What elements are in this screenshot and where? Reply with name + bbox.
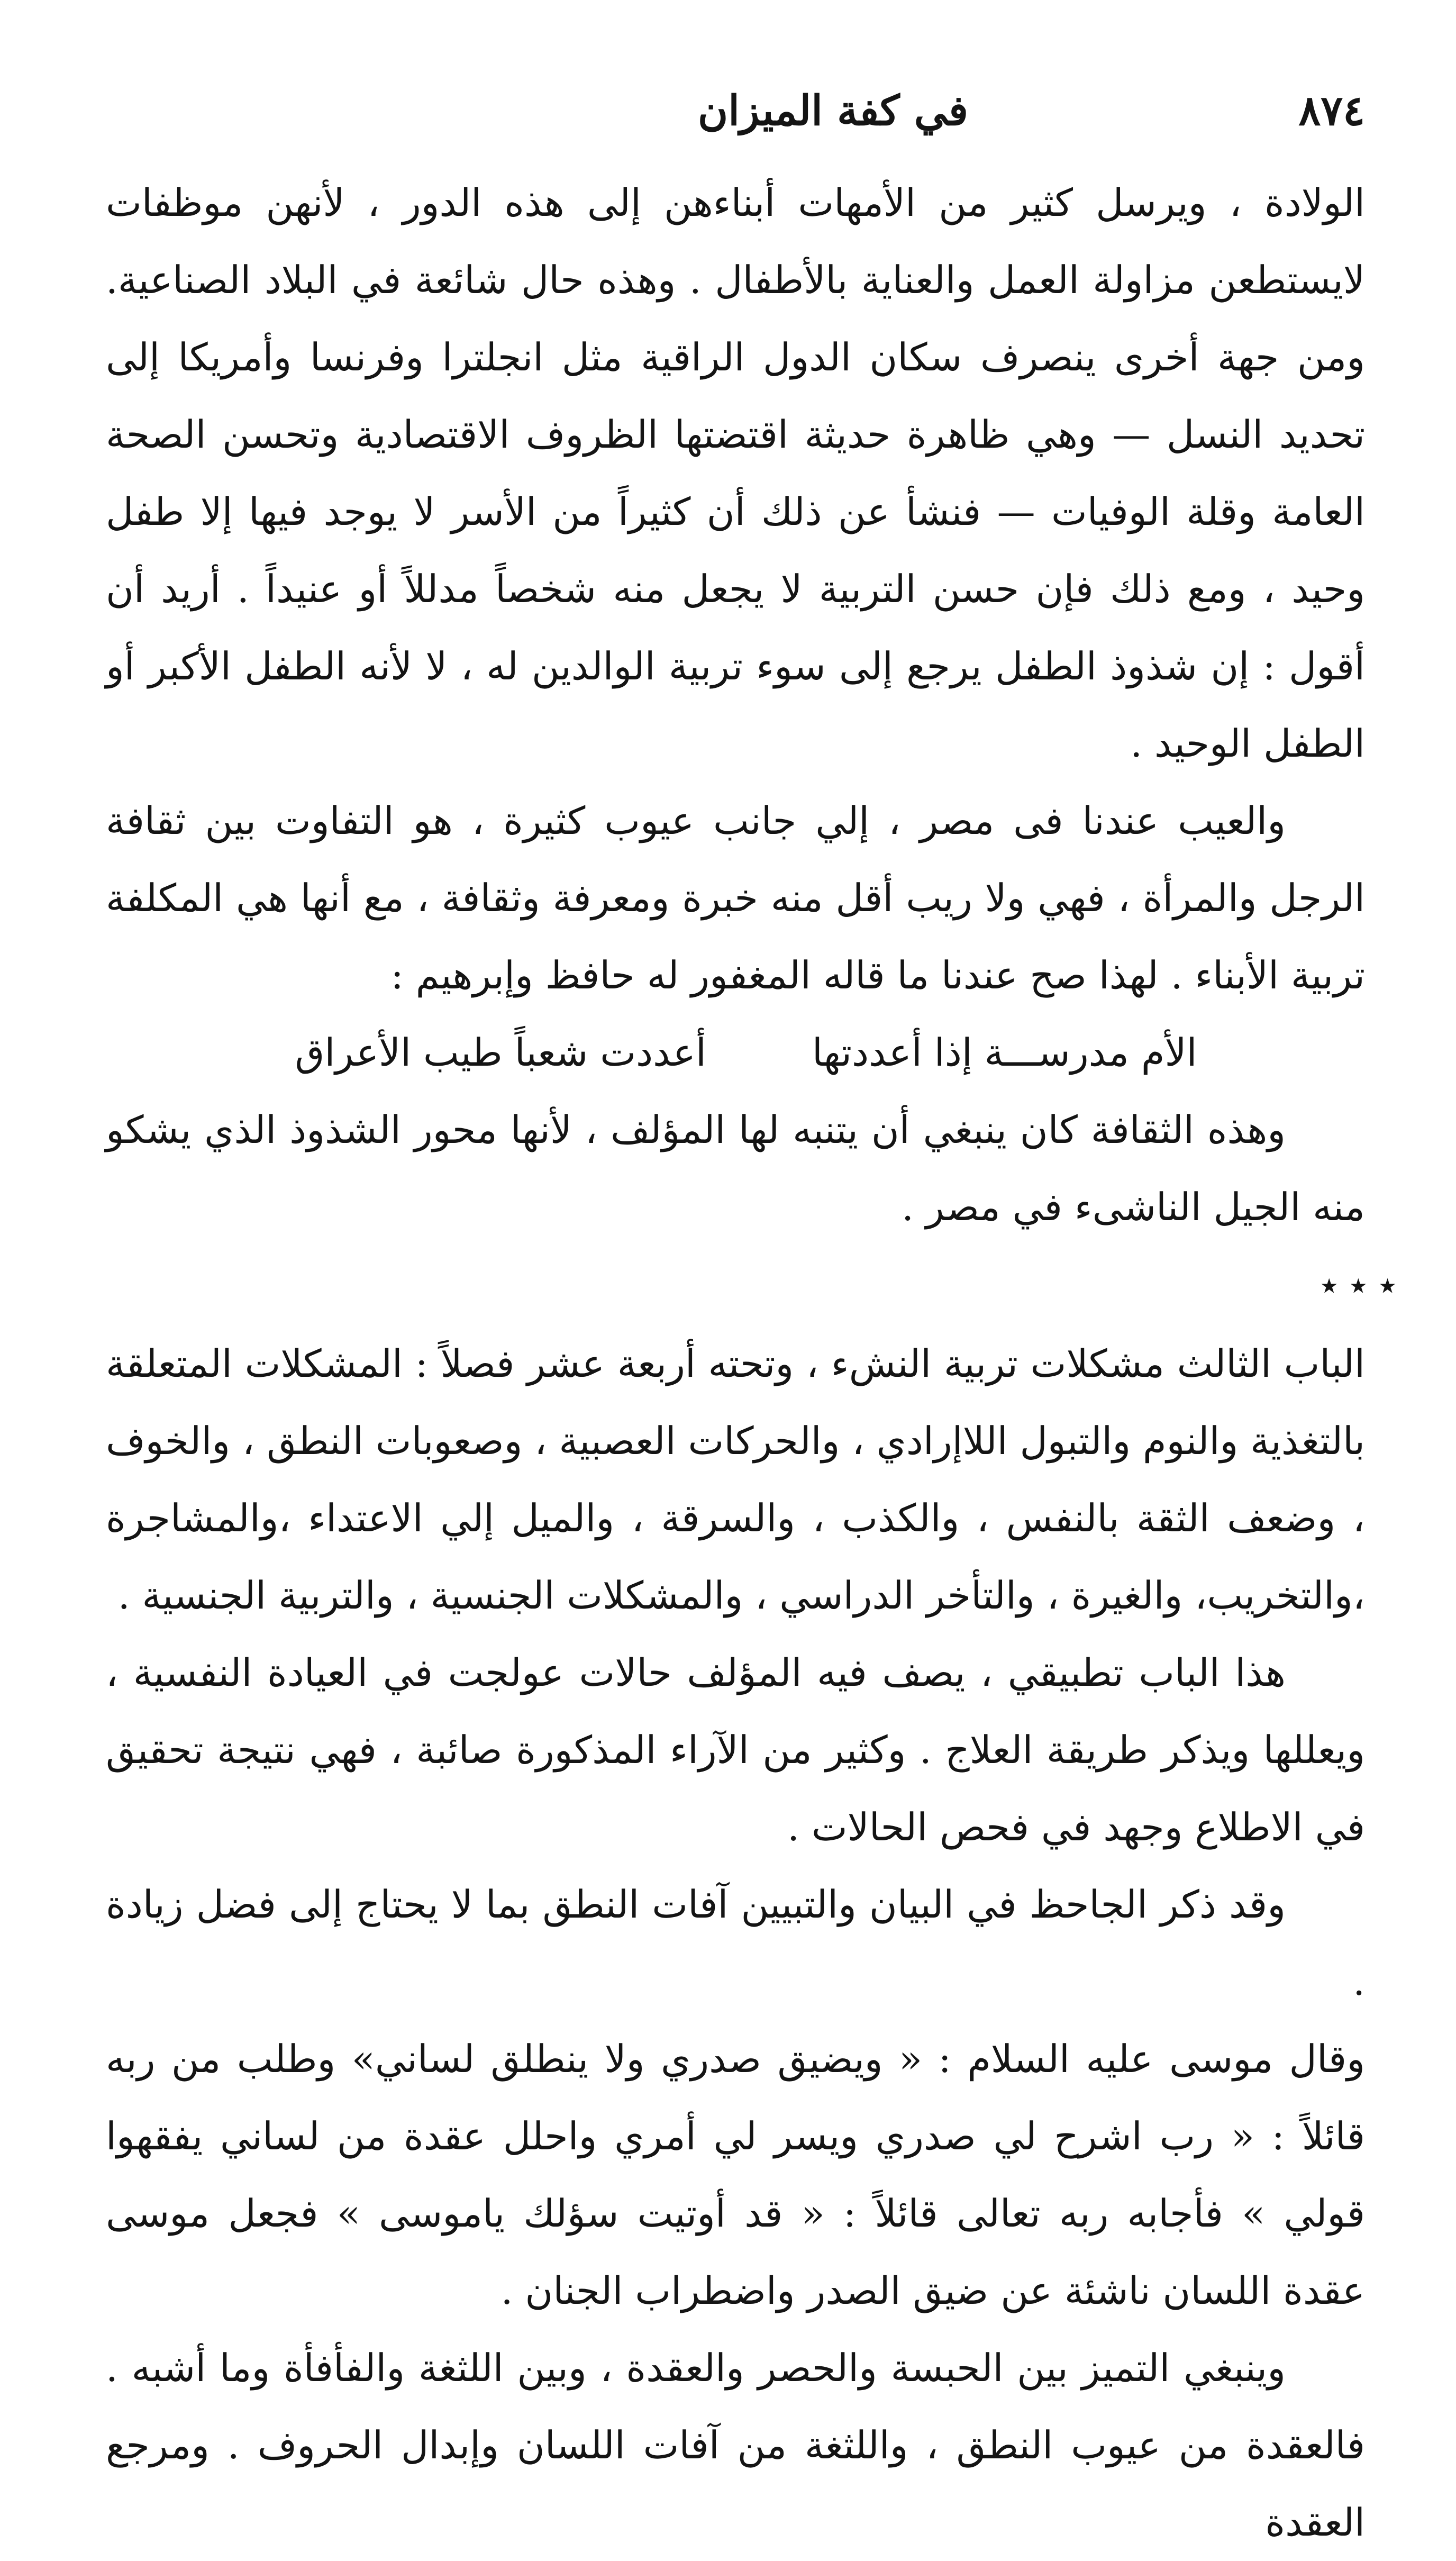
poem-hemistich-first: الأم مدرســـة إذا أعددتها: [812, 1030, 1197, 1075]
paragraph-8: وينبغي التميز بين الحبسة والحصر والعقدة ، وبين اللثغة والفأفأة وما أشبه . فالعقدة من عيوب النطق ، واللثغة من آفات اللسان وإبدال الحروف . ومرجع العقدة: [106, 2346, 1365, 2545]
page-body: [106, 164, 1397, 2561]
page-number: ٨٧٤: [1298, 87, 1365, 135]
paragraph-2: والعيب عندنا فى مصر ، إلي جانب عيوب كثيرة ، هو التفاوت بين ثقافة الرجل والمرأة ، فهي ولا ريب أقل منه خبرة ومعرفة وثقافة ، مع أنها هي المكلفة تربية الأبناء . لهذا صح عندنا ما قاله المغفور له حافظ وإبرهيم :: [106, 798, 1365, 997]
running-title: في كفة الميزان: [697, 87, 968, 135]
poem-verse: [106, 1014, 1365, 1091]
paragraph-1: الولادة ، ويرسل كثير من الأمهات أبناءهن إلى هذه الدور ، لأنهن موظفات لايستطعن مزاولة العمل والعناية بالأطفال . وهذه حال شائعة في البلاد الصناعية. ومن جهة أخرى ينصرف سكان الدول الراقية مثل انجلترا وفرنسا وأمريكا إلى تحديد النسل — وهي ظاهرة حديثة اقتضتها الظروف الاقتصادية وتحسن الصحة العامة وقلة الوفيات — فنشأ عن ذلك أن كثيراً من الأسر لا يوجد فيها إلا طفل وحيد ، ومع ذلك فإن حسن التربية لا يجعل منه شخصاً مدللاً أو عنيداً . أريد أن أقول : إن شذوذ الطفل يرجع إلى سوء تربية الوالدين له ، لا لأنه الطفل الأكبر أو الطفل الوحيد .: [106, 180, 1366, 766]
paragraph-7: وقال موسى عليه السلام : « ويضيق صدري ولا ينطلق لساني» وطلب من ربه قائلاً : « رب اشرح لي صدري ويسر لي أمري واحلل عقدة من لساني يفقهوا قولي » فأجابه ربه تعالى قائلاً : « قد أوتيت سؤلك ياموسى » فجعل موسى عقدة اللسان ناشئة عن ضيق الصدر واضطراب الجنان .: [106, 2037, 1365, 2313]
poem-hemistich-second: أعددت شعباً طيب الأعراق: [295, 1030, 706, 1075]
paragraph-3: وهذه الثقافة كان ينبغي أن يتنبه لها المؤلف ، لأنها محور الشذوذ الذي يشكو منه الجيل الناشىء في مصر .: [106, 1107, 1365, 1229]
page-header: [106, 85, 1365, 164]
section-separator-asterisks: ٭ ٭ ٭: [1320, 1266, 1397, 1305]
paragraph-4: الباب الثالث مشكلات تربية النشء ، وتحته أربعة عشر فصلاً : المشكلات المتعلقة بالتغذية والنوم والتبول اللاإرادي ، والحركات العصبية ، وصعوبات النطق ، والخوف ، وضعف الثقة بالنفس ، والكذب ، والسرقة ، والميل إلي الاعتداء ،والمشاجرة ،والتخريب، والغيرة ، والتأخر الدراسي ، والمشكلات الجنسية ، والتربية الجنسية .: [106, 1341, 1365, 1618]
paragraph-5: هذا الباب تطبيقي ، يصف فيه المؤلف حالات عولجت في العيادة النفسية ، ويعللها ويذكر طريقة العلاج . وكثير من الآراء المذكورة صائبة ، فهي نتيجة تحقيق في الاطلاع وجهد في فحص الحالات .: [106, 1650, 1366, 1849]
paragraph-6: وقد ذكر الجاحظ في البيان والتبيين آفات النطق بما لا يحتاج إلى فضل زيادة .: [106, 1882, 1365, 2004]
book-page: [106, 85, 1397, 2545]
